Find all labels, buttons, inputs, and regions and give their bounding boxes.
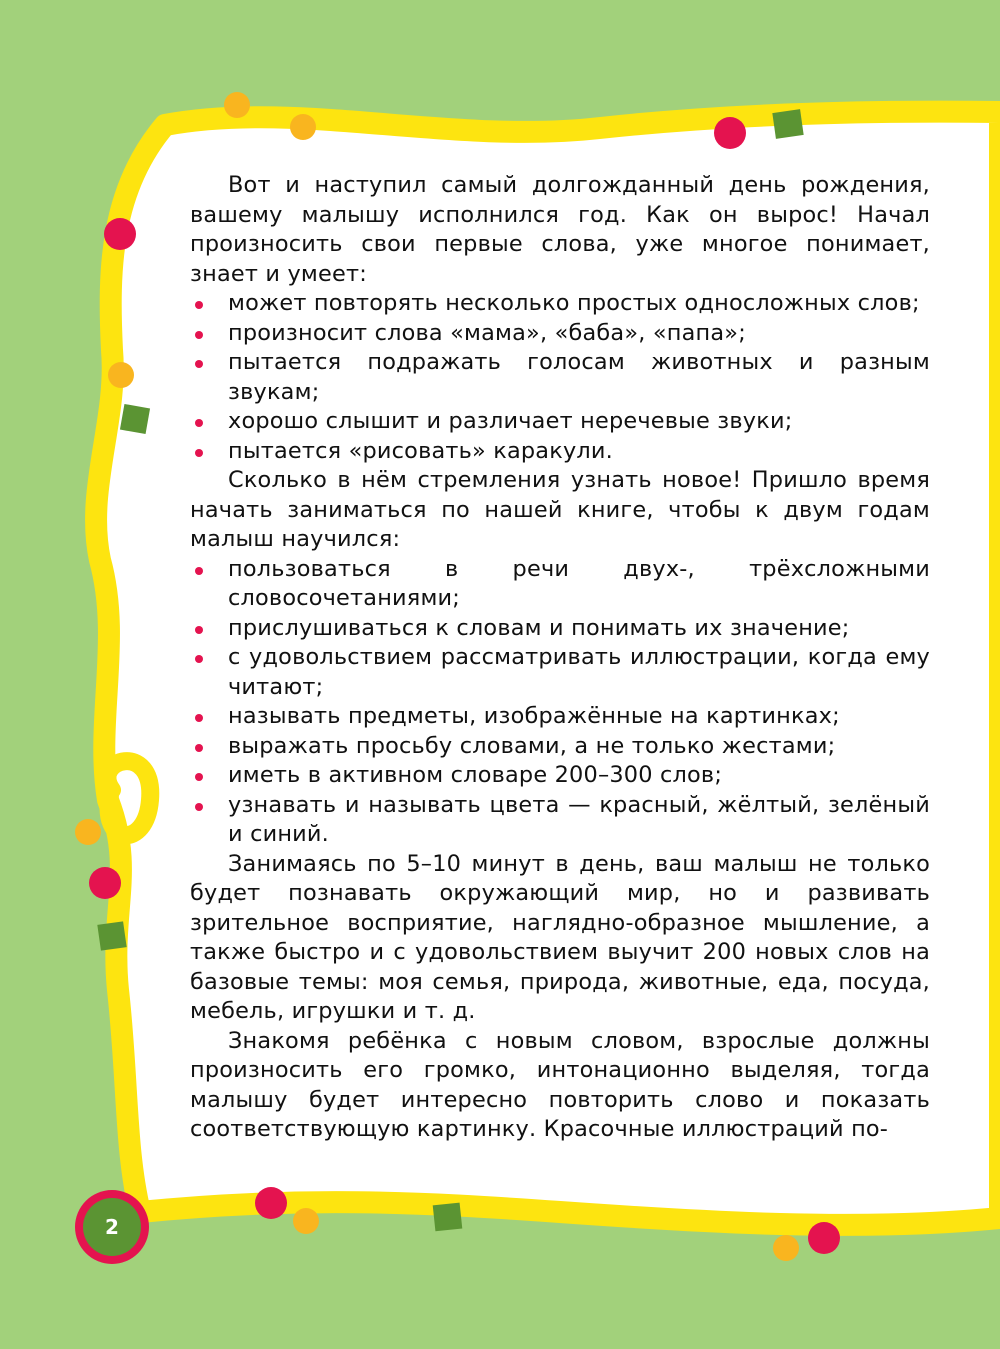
skills-list-two-years bbox=[190, 555, 930, 850]
body-text bbox=[190, 171, 930, 1145]
paragraph-advice: Знакомя ребёнка с новым словом, взрослые должны произносить его громко, интонационно выделяя, тогда малышу будет интересно повторить слово и показать соответствующую картинку. Красочные иллюстраций по- bbox=[190, 1027, 930, 1142]
deco-dot-pink bbox=[808, 1222, 840, 1254]
deco-dot-pink bbox=[255, 1187, 287, 1219]
deco-square-green bbox=[97, 921, 126, 950]
deco-dot-pink bbox=[89, 867, 121, 899]
deco-dot-orange bbox=[290, 114, 316, 140]
deco-dot-orange bbox=[773, 1235, 799, 1261]
deco-dot-orange bbox=[108, 362, 134, 388]
list-item: произносит слова «мама», «баба», «папа»; bbox=[190, 319, 930, 349]
deco-square-green bbox=[772, 109, 803, 139]
list-item: пытается подражать голосам животных и разным звукам; bbox=[190, 348, 930, 407]
list-item: узнавать и называть цвета — красный, жёлтый, зелёный и синий. bbox=[190, 791, 930, 850]
deco-dot-orange bbox=[224, 92, 250, 118]
list-item: пользоваться в речи двух-, трёхсложными словосочетаниями; bbox=[190, 555, 930, 614]
deco-square-green bbox=[433, 1203, 463, 1232]
deco-dot-pink bbox=[104, 218, 136, 250]
list-item: может повторять несколько простых односложных слов; bbox=[190, 289, 930, 319]
paragraph-practice: Занимаясь по 5–10 минут в день, ваш малыш не только будет познавать окружающий мир, но и развивать зрительное восприятие, наглядно-образное мышление, а также быстро и с удовольствием выучит 200 новых слов на базовые темы: моя семья, природа, животные, еда, посуда, мебель, игрушки и т. д. bbox=[190, 850, 930, 1024]
deco-dot-orange bbox=[75, 819, 101, 845]
paragraph-intro: Вот и наступил самый долгожданный день рождения, вашему малышу исполнился год. Как он вырос! Начал произносить свои первые слова, уже многое понимает, знает и умеет: bbox=[190, 172, 930, 287]
deco-square-green bbox=[120, 404, 150, 434]
skills-list-one-year bbox=[190, 289, 930, 466]
list-item: прислушиваться к словам и понимать их значение; bbox=[190, 614, 930, 644]
list-item: называть предметы, изображённые на картинках; bbox=[190, 702, 930, 732]
paragraph-goals: Сколько в нём стремления узнать новое! Пришло время начать заниматься по нашей книге, чтобы к двум годам малыш научился: bbox=[190, 467, 930, 552]
list-item: выражать просьбу словами, а не только жестами; bbox=[190, 732, 930, 762]
page-number: 2 bbox=[83, 1198, 141, 1256]
deco-dot-orange bbox=[293, 1208, 319, 1234]
page-number-badge bbox=[75, 1190, 149, 1264]
list-item: иметь в активном словаре 200–300 слов; bbox=[190, 761, 930, 791]
list-item: пытается «рисовать» каракули. bbox=[190, 437, 930, 467]
list-item: с удовольствием рассматривать иллюстрации, когда ему читают; bbox=[190, 643, 930, 702]
list-item: хорошо слышит и различает неречевые звуки; bbox=[190, 407, 930, 437]
deco-dot-pink bbox=[714, 117, 746, 149]
